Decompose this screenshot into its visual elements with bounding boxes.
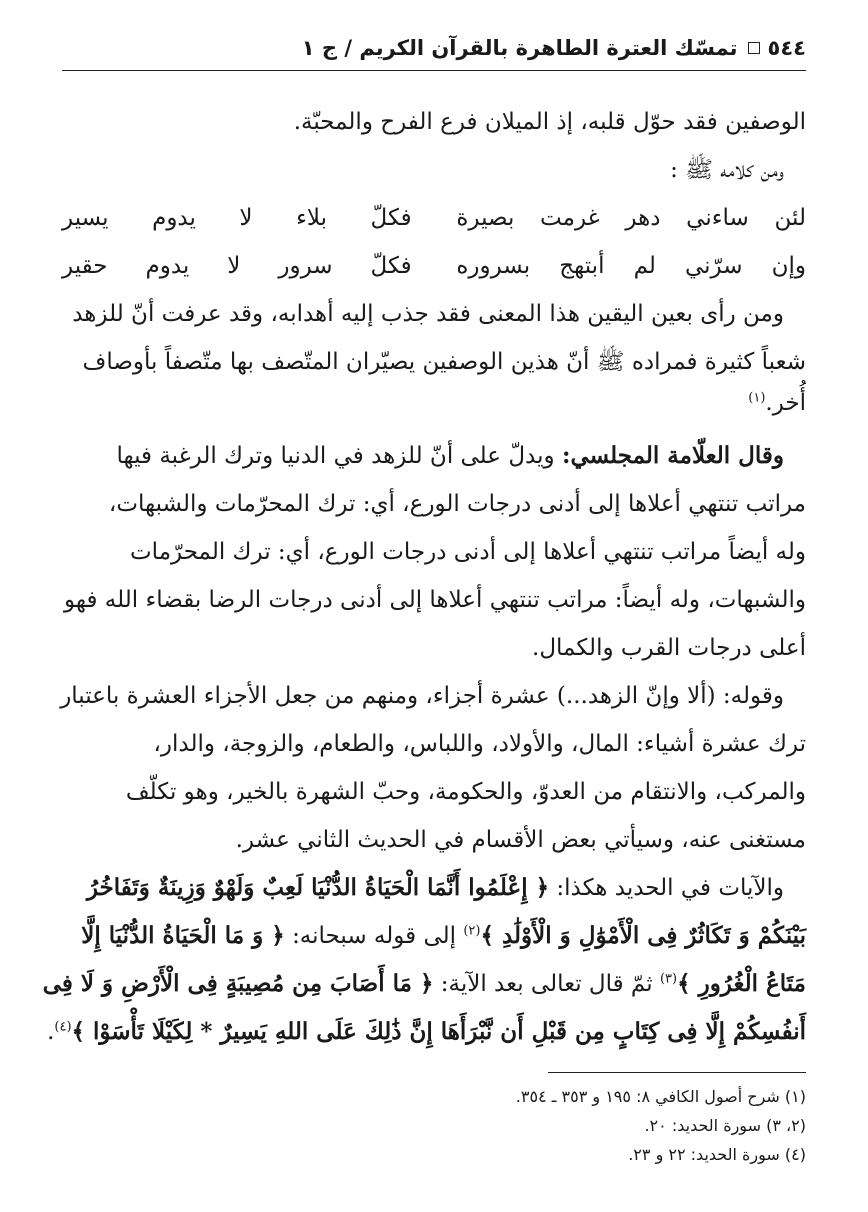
author-name: وقال العلّامة المجلسي: xyxy=(561,442,784,469)
text-line: أعلى درجات القرب والكمال. xyxy=(532,635,806,661)
main-text xyxy=(42,98,806,1056)
quran-verse: ﴿ وَ مَا الْحَيَاةُ الدُّنْيَا إِلَّا xyxy=(81,922,285,949)
text-fragment: . xyxy=(47,1019,55,1045)
footnote-ref: (٤) xyxy=(54,1019,72,1035)
quran-verse: أَنفُسِكُمْ إِلَّا فِى كِتَابٍ مِن قَبْلِ أَن نَّبْرَأَهَا إِنَّ ذَٰلِكَ عَلَى اللهِ يَسِيرٌ * لِكَيْلَا تَأْسَوْا ﴾ xyxy=(71,1018,806,1045)
text-line: وقوله: (ألا وإنّ الزهد...) عشرة أجزاء، ومنهم من جعل الأجزاء العشرة باعتبار xyxy=(60,683,784,709)
quran-verse: مَتَاعُ الْغُرُورِ ﴾ xyxy=(677,970,806,997)
verse-first-hemistich: وإن سرّني لم أبتهج بسروره xyxy=(456,253,806,279)
text-line: ومن رأى بعين اليقين هذا المعنى فقد جذب إليه أهدابه، وقد عرفت أنّ للزهد xyxy=(72,301,784,327)
text-line: الوصفين فقد حوّل قلبه، إذ الميلان فرع الفرح والمحبّة. xyxy=(293,109,806,135)
text-fragment: ثمّ قال تعالى بعد الآية: xyxy=(440,971,653,997)
footnote: (٤) سورة الحديد: ٢٢ و ٢٣. xyxy=(628,1145,806,1164)
text-fragment: والآيات في الحديد هكذا: xyxy=(556,875,784,901)
text-fragment: أُخر. xyxy=(765,390,806,416)
verse-second-hemistich: فكلّ سرور لا يدوم حقير xyxy=(62,253,412,279)
footnote: (٢، ٣) سورة الحديد: ٢٠. xyxy=(644,1116,806,1135)
text-line xyxy=(62,912,806,960)
text-line xyxy=(62,864,806,912)
footnote-ref: (٢) xyxy=(463,923,481,939)
text-line: شعباً كثيرة فمراده ﷺ أنّ هذين الوصفين يصيّران المتّصف بها متّصفاً بأوصاف xyxy=(82,349,806,375)
text-line xyxy=(47,1008,806,1056)
text-line xyxy=(42,960,806,1008)
text-line: ومن كلامه ﷺ : xyxy=(670,157,784,183)
text-line xyxy=(62,386,806,420)
page-number: ٥٤٤ xyxy=(767,36,806,60)
footnotes xyxy=(62,1082,806,1169)
text-line: والشبهات، وله أيضاً: مراتب تنتهي أعلاها إلى أدنى درجات الرضا بقضاء الله فهو xyxy=(64,587,806,613)
text-line xyxy=(62,432,806,480)
text-line: وله أيضاً مراتب تنتهي أعلاها إلى أدنى درجات الورع، أي: ترك المحرّمات xyxy=(130,539,806,565)
running-title: تمسّك العترة الطاهرة بالقرآن الكريم / ج ١ xyxy=(301,36,738,60)
text-line: والمركب، والانتقام من العدوّ، والحكومة، وحبّ الشهرة بالخير، وهو تكلّف xyxy=(125,779,806,805)
footnote: (١) شرح أصول الكافي ٨: ١٩٥ و ٣٥٣ ـ ٣٥٤. xyxy=(515,1087,806,1106)
header-rule xyxy=(62,70,806,71)
text-fragment: إلى قوله سبحانه: xyxy=(292,923,457,949)
poem-verse xyxy=(62,194,806,242)
poem-verse xyxy=(62,242,806,290)
text-line: مراتب تنتهي أعلاها إلى أدنى درجات الورع، أي: ترك المحرّمات والشبهات، xyxy=(108,491,806,517)
footnote-ref: (١) xyxy=(748,390,766,406)
page-header xyxy=(62,30,806,66)
text-line: ترك عشرة أشياء: المال، والأولاد، واللباس، والطعام، والزوجة، والدار، xyxy=(153,731,806,757)
verse-first-hemistich: لئن ساءني دهر غرمت بصيرة xyxy=(456,205,806,231)
quran-verse: بَيْنَكُمْ وَ تَكَاثُرٌ فِى الْأَمْوَٰلِ وَ الْأَوْلَٰدِ ﴾ xyxy=(480,922,806,949)
text-line: مستغنى عنه، وسيأتي بعض الأقسام في الحديث الثاني عشر. xyxy=(235,827,806,853)
square-ornament-icon xyxy=(748,42,760,54)
quran-verse: ﴿ مَا أَصَابَ مِن مُصِيبَةٍ فِى الْأَرْضِ وَ لَا فِى xyxy=(42,970,434,997)
text-fragment: ويدلّ على أنّ للزهد في الدنيا وترك الرغبة فيها xyxy=(116,443,555,469)
footnote-ref: (٣) xyxy=(659,971,678,987)
quran-verse: ﴿ إِعْلَمُوا أَنَّمَا الْحَيَاةُ الدُّنْيَا لَعِبٌ وَلَهْوٌ وَزِينَةٌ وَتَفَاخُرُ xyxy=(86,874,550,901)
verse-second-hemistich: فكلّ بلاء لا يدوم يسير xyxy=(62,205,412,231)
footnote-rule xyxy=(548,1072,806,1073)
